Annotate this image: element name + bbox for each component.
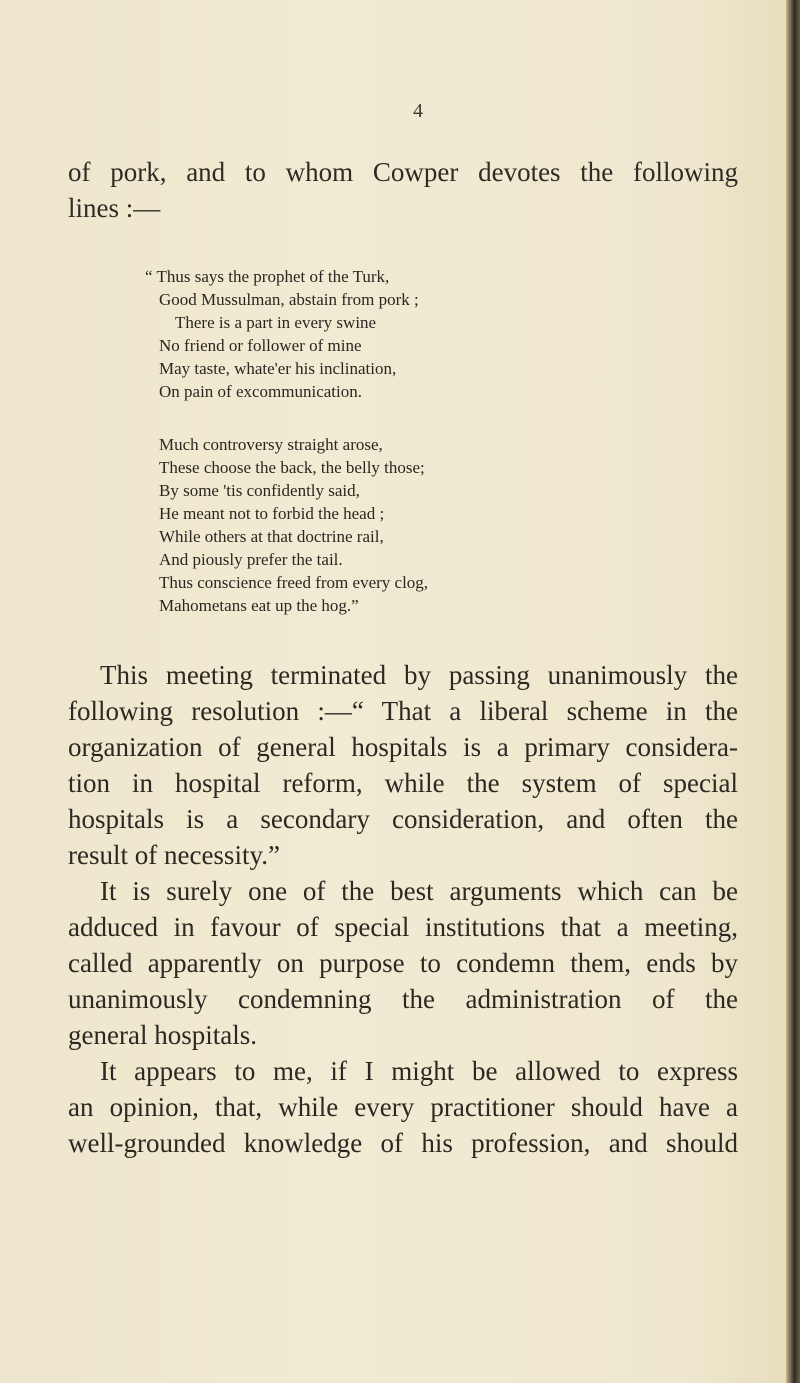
paragraph-line: tion in hospital reform, while the system of special (68, 768, 738, 798)
paragraph-line: This meeting terminated by passing unanimously the (100, 660, 738, 690)
lead-line: of pork, and to whom Cowper devotes the following (68, 157, 738, 187)
page-number: 4 (413, 100, 423, 122)
poem-line: Much controversy straight arose, (159, 435, 383, 454)
poem-line: Good Mussulman, abstain from pork ; (159, 290, 419, 309)
poem-line: And piously prefer the tail. (159, 550, 343, 569)
lead-text (68, 154, 738, 226)
poem-line: Mahometans eat up the hog.” (159, 596, 359, 615)
page-edge (786, 0, 800, 1383)
paragraph-line: result of necessity.” (68, 840, 280, 870)
poem-line: He meant not to forbid the head ; (159, 504, 385, 523)
body-text (68, 657, 738, 1161)
poem-line: No friend or follower of mine (159, 336, 362, 355)
poem-line: On pain of excommunication. (159, 382, 363, 401)
paragraph-line: unanimously condemning the administration of the (68, 984, 738, 1014)
paragraph-line: It appears to me, if I might be allowed to express (100, 1056, 738, 1086)
lead-line: lines :— (68, 193, 161, 223)
poem-line: These choose the back, the belly those; (159, 458, 425, 477)
paragraph-line: general hospitals. (68, 1020, 257, 1050)
paragraph-line: an opinion, that, while every practitioner should have a (68, 1092, 738, 1122)
poem-line: While others at that doctrine rail, (159, 527, 384, 546)
paragraph-line: organization of general hospitals is a primary considera- (68, 732, 738, 762)
paragraph-line: hospitals is a secondary consideration, and often the (68, 804, 738, 834)
paragraph-line: following resolution :—“ That a liberal scheme in the (68, 696, 738, 726)
poem-line: There is a part in every swine (175, 313, 377, 332)
poem-line: By some 'tis confidently said, (159, 481, 360, 500)
paragraph-line: adduced in favour of special institutions that a meeting, (68, 912, 738, 942)
poem-line: Thus conscience freed from every clog, (159, 573, 429, 592)
poem-line: May taste, whate'er his inclination, (159, 359, 397, 378)
paragraph-line: called apparently on purpose to condemn them, ends by (68, 948, 738, 978)
paragraph-line: well-grounded knowledge of his profession, and should (68, 1128, 738, 1158)
poem-line: “ Thus says the prophet of the Turk, (145, 267, 390, 286)
paragraph-line: It is surely one of the best arguments which can be (100, 876, 738, 906)
